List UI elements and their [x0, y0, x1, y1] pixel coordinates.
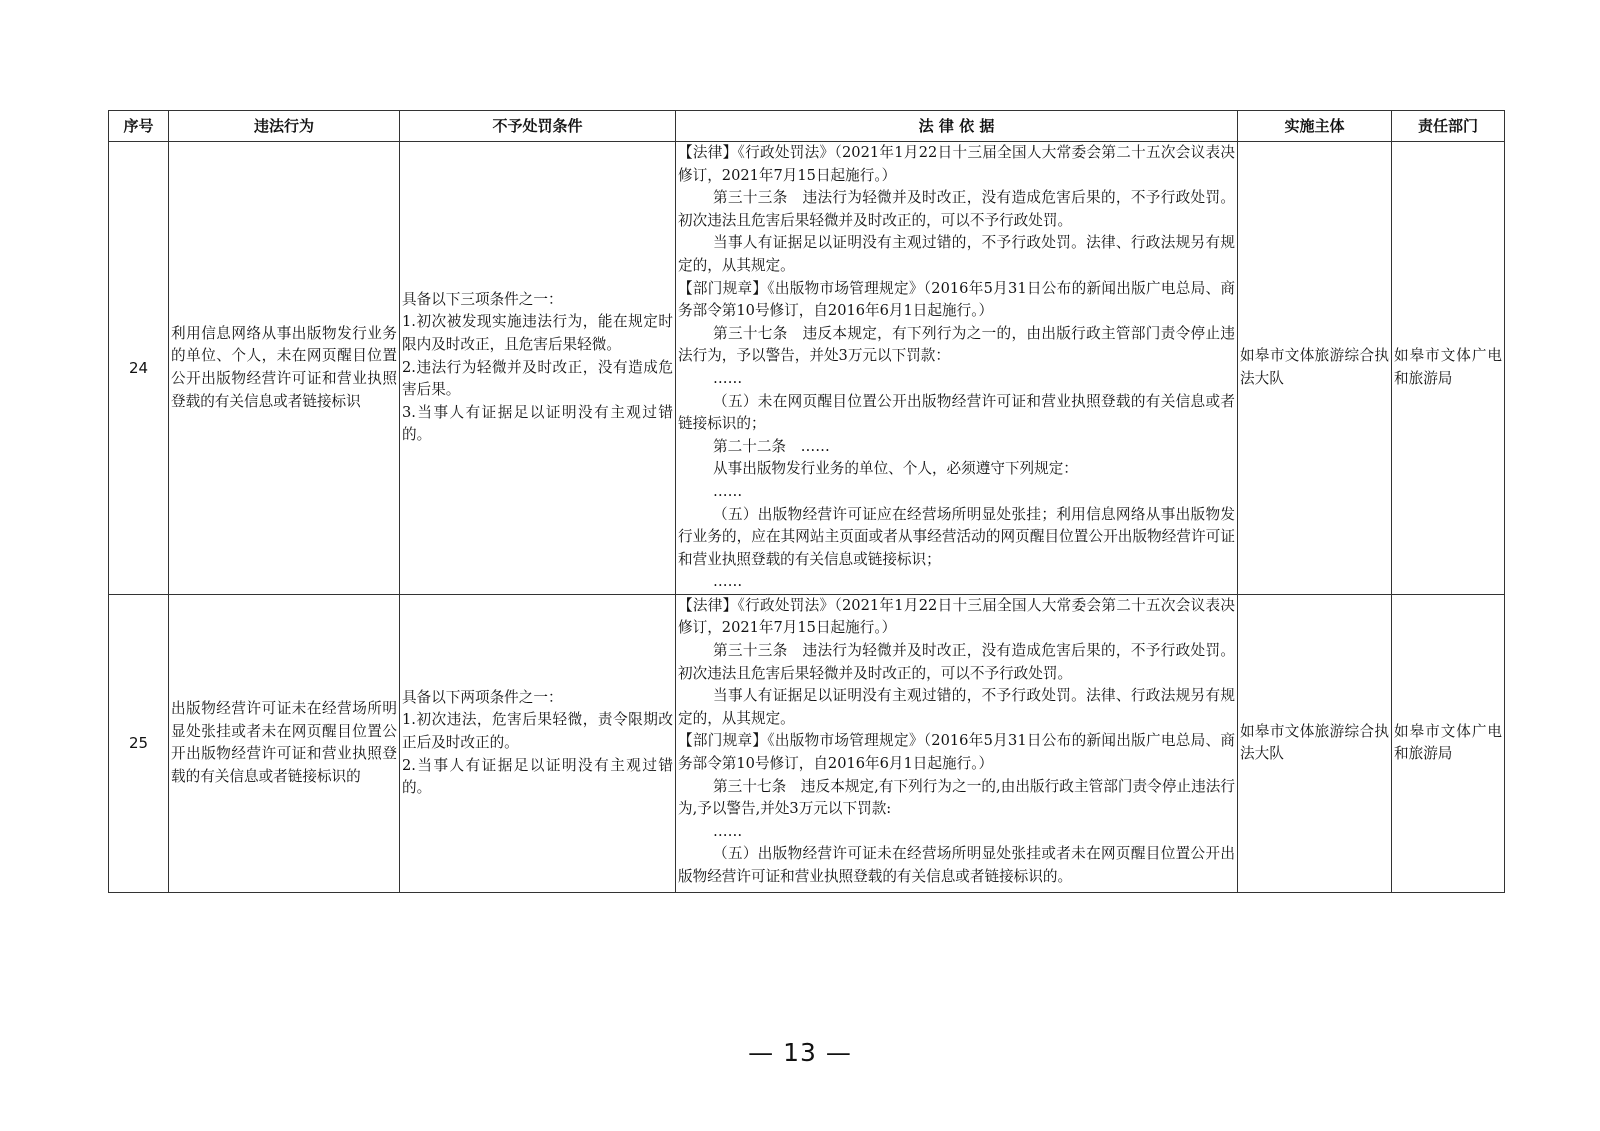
- header-responsible-department: 责任部门: [1392, 111, 1505, 142]
- basis-paragraph: 第三十七条 违反本规定,有下列行为之一的,由出版行政主管部门责令停止违法行为,予以警告,并处3万元以下罚款:: [678, 777, 1235, 818]
- basis-paragraph: ……: [713, 822, 743, 840]
- basis-paragraph: 从事出版物发行业务的单位、个人，必须遵守下列规定：: [713, 460, 1078, 478]
- basis-paragraph: 第二十二条 ……: [713, 437, 830, 455]
- enforcement-table: [108, 110, 1505, 893]
- header-legal-basis: 法 律 依 据: [676, 111, 1238, 142]
- conditions-cell: 具备以下两项条件之一： 1.初次违法，危害后果轻微，责令限期改正后及时改正的。 2.当事人有证据足以证明没有主观过错的。: [400, 594, 676, 892]
- basis-paragraph: 【法律】《行政处罚法》（2021年1月22日十三届全国人大常委会第二十五次会议表决修订，2021年7月15日起施行。）: [678, 596, 1235, 637]
- basis-paragraph: ……: [713, 482, 743, 500]
- violation-cell: 利用信息网络从事出版物发行业务的单位、个人，未在网页醒目位置公开出版物经营许可证和营业执照登载的有关信息或者链接标识: [169, 142, 400, 595]
- conditions-cell: 具备以下三项条件之一： 1.初次被发现实施违法行为，能在规定时限内及时改正，且危害后果轻微。 2.违法行为轻微并及时改正，没有造成危害后果。 3.当事人有证据足以证明没有主观过错的。: [400, 142, 676, 595]
- table-row: [109, 594, 1505, 892]
- header-implementing-agency: 实施主体: [1238, 111, 1392, 142]
- basis-paragraph: 【法律】《行政处罚法》（2021年1月22日十三届全国人大常委会第二十五次会议表决修订，2021年7月15日起施行。）: [678, 144, 1235, 184]
- header-seq: 序号: [109, 111, 169, 142]
- legal-basis-cell: [676, 142, 1238, 595]
- basis-paragraph: 第三十三条 违法行为轻微并及时改正，没有造成危害后果的，不予行政处罚。初次违法且危害后果轻微并及时改正的，可以不予行政处罚。: [678, 189, 1235, 229]
- table-header-row: [109, 111, 1505, 142]
- page-number: — 13 —: [748, 1038, 852, 1067]
- basis-paragraph: ……: [713, 573, 743, 591]
- row-seq: 25: [109, 594, 169, 892]
- basis-paragraph: 【部门规章】《出版物市场管理规定》（2016年5月31日公布的新闻出版广电总局、商务部令第10号修订，自2016年6月1日起施行。）: [678, 732, 1235, 773]
- violation-cell: 出版物经营许可证未在经营场所明显处张挂或者未在网页醒目位置公开出版物经营许可证和营业执照登载的有关信息或者链接标识的: [169, 594, 400, 892]
- basis-paragraph: ……: [713, 369, 743, 387]
- basis-paragraph: 当事人有证据足以证明没有主观过错的，不予行政处罚。法律、行政法规另有规定的，从其规定。: [678, 687, 1235, 727]
- basis-paragraph: （五）未在网页醒目位置公开出版物经营许可证和营业执照登载的有关信息或者链接标识的；: [678, 392, 1235, 433]
- department-cell: 如皋市文体广电和旅游局: [1392, 142, 1505, 595]
- header-exemption-conditions: 不予处罚条件: [400, 111, 676, 142]
- basis-paragraph: 当事人有证据足以证明没有主观过错的，不予行政处罚。法律、行政法规另有规定的，从其规定。: [678, 234, 1235, 274]
- basis-paragraph: 第三十七条 违反本规定，有下列行为之一的，由出版行政主管部门责令停止违法行为，予以警告，并处3万元以下罚款：: [678, 324, 1235, 365]
- legal-basis-cell: [676, 594, 1238, 892]
- department-cell: 如皋市文体广电和旅游局: [1392, 594, 1505, 892]
- basis-paragraph: 【部门规章】《出版物市场管理规定》（2016年5月31日公布的新闻出版广电总局、商务部令第10号修订，自2016年6月1日起施行。）: [678, 279, 1235, 320]
- agency-cell: 如皋市文体旅游综合执法大队: [1238, 594, 1392, 892]
- header-violation: 违法行为: [169, 111, 400, 142]
- agency-cell: 如皋市文体旅游综合执法大队: [1238, 142, 1392, 595]
- basis-paragraph: （五）出版物经营许可证未在经营场所明显处张挂或者未在网页醒目位置公开出版物经营许可证和营业执照登载的有关信息或者链接标识的。: [678, 845, 1235, 885]
- table-row: [109, 142, 1505, 595]
- row-seq: 24: [109, 142, 169, 595]
- basis-paragraph: 第三十三条 违法行为轻微并及时改正，没有造成危害后果的，不予行政处罚。初次违法且危害后果轻微并及时改正的，可以不予行政处罚。: [678, 642, 1235, 682]
- basis-paragraph: （五）出版物经营许可证应在经营场所明显处张挂；利用信息网络从事出版物发行业务的，应在其网站主页面或者从事经营活动的网页醒目位置公开出版物经营许可证和营业执照登载的有关信息或链接标识；: [678, 505, 1235, 568]
